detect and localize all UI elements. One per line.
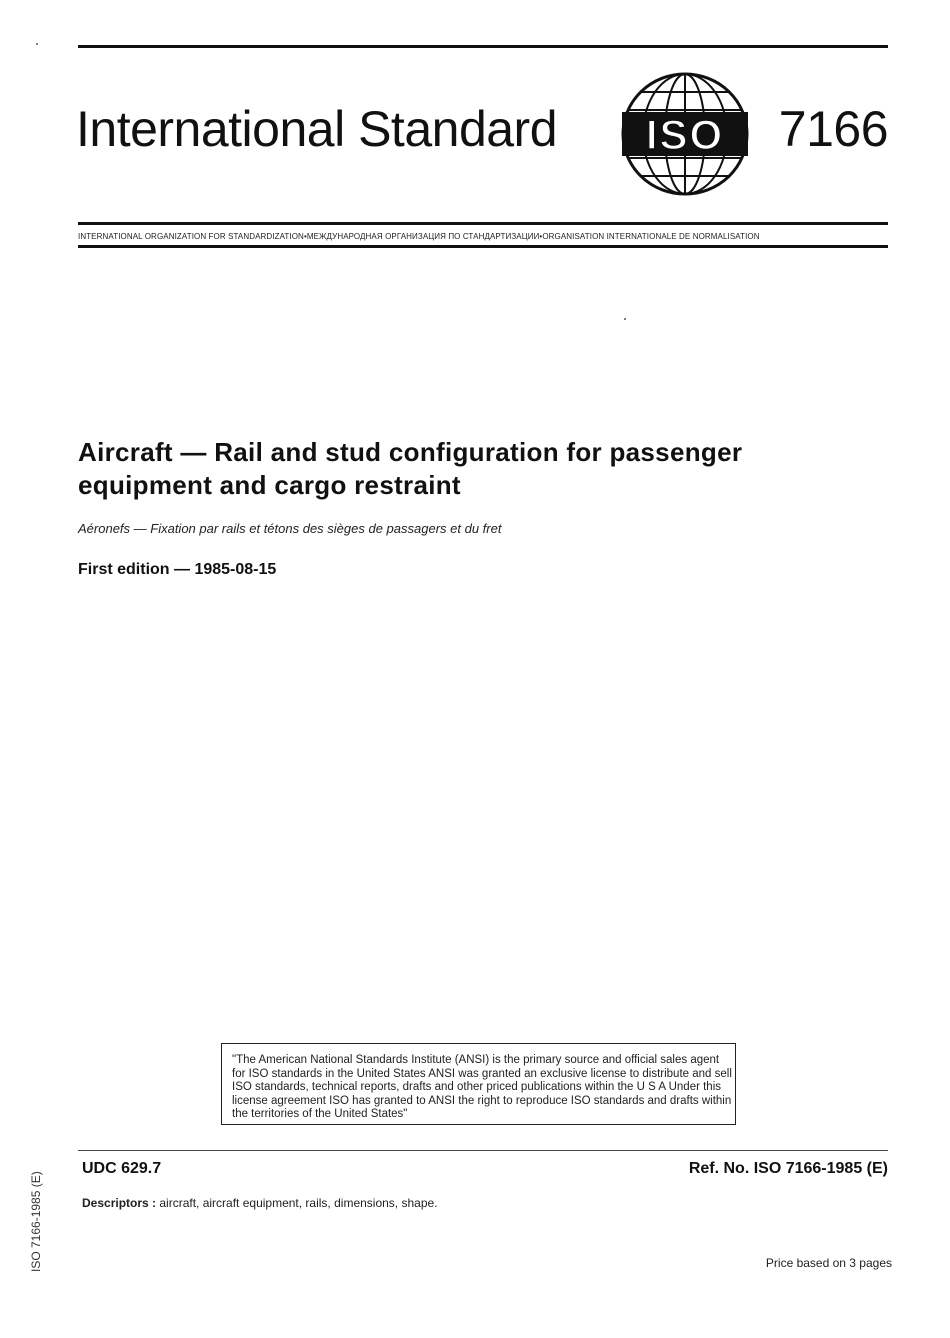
org-rule-top xyxy=(78,222,888,225)
footer-rule xyxy=(78,1150,888,1151)
reference-number: Ref. No. ISO 7166-1985 (E) xyxy=(688,1160,888,1177)
document-subtitle-french: Aéronefs — Fixation par rails et tétons des sièges de passagers et du fret xyxy=(78,521,502,536)
side-reference: ISO 7166-1985 (E) xyxy=(29,1171,43,1272)
price-note: Price based on 3 pages xyxy=(765,1256,892,1270)
edition-date: First edition — 1985-08-15 xyxy=(78,561,277,578)
ansi-notice-box xyxy=(221,1043,736,1125)
standard-number: 7166 xyxy=(778,101,888,157)
descriptors-label: Descriptors : xyxy=(82,1196,157,1210)
udc-code: UDC 629.7 xyxy=(82,1160,162,1177)
iso-logo-text: ISO xyxy=(645,111,725,158)
descriptors-value: aircraft, aircraft equipment, rails, dimensions, shape. xyxy=(159,1196,438,1210)
organization-names: INTERNATIONAL ORGANIZATION FOR STANDARDIZATION•МЕЖДУНАРОДНАЯ ОРГАНИЗАЦИЯ ПО СТАНДАРТИЗАЦИИ•ORGANISATION INTERNATIONALE DE NORMALISATION xyxy=(78,232,760,241)
standard-heading: International Standard xyxy=(76,101,558,157)
descriptors xyxy=(82,1196,438,1210)
ansi-notice-text: "The American National Standards Institute (ANSI) is the primary source and official sales agent for ISO standards in the United States ANSI was granted an exclusive license to distribute and sell ISO standards, technical reports, drafts and other priced publications within the U S A Under this license agreement ISO has granted to ANSI the right to reproduce ISO standards and drafts within the territories of the United States" xyxy=(232,1054,732,1120)
scan-speck xyxy=(624,318,626,320)
scan-speck xyxy=(36,43,38,45)
top-rule xyxy=(78,45,888,48)
iso-logo xyxy=(620,72,750,196)
document-title: Aircraft — Rail and stud configuration for passenger equipment and cargo restraint xyxy=(78,437,743,500)
org-rule-bottom xyxy=(78,245,888,248)
